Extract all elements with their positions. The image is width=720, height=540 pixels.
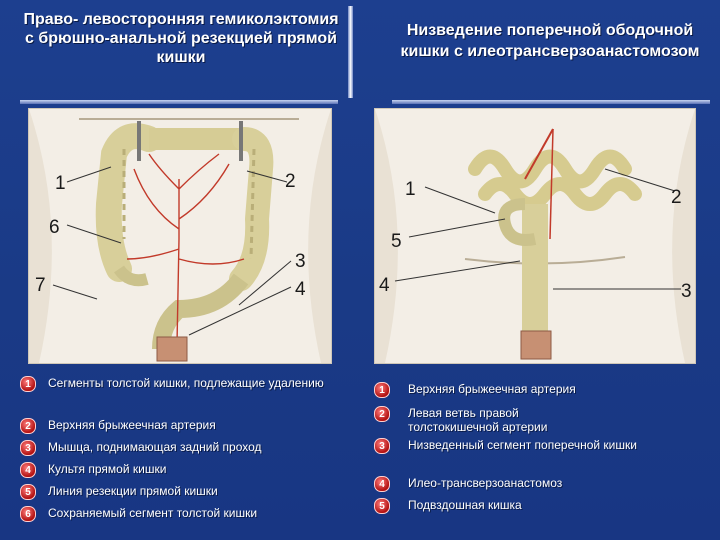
right-legend-item	[374, 476, 668, 492]
legend-text: Мышца, поднимающая задний проход	[48, 440, 262, 454]
right-label-5: 5	[391, 231, 402, 252]
right-label-2: 2	[671, 187, 682, 208]
legend-number-badge: 1	[20, 376, 36, 392]
right-label-3: 3	[681, 281, 692, 302]
legend-number-badge: 4	[374, 476, 390, 492]
left-legend	[20, 376, 350, 536]
right-illustration-panel	[374, 108, 696, 364]
legend-text: Левая ветвь правой толстокишечной артерии	[408, 406, 548, 434]
right-legend-item	[374, 406, 608, 434]
legend-number-badge: 2	[20, 418, 36, 434]
right-title-underline	[392, 100, 710, 104]
legend-number-badge: 3	[374, 438, 390, 454]
left-legend-item	[20, 506, 257, 522]
left-legend-item	[20, 440, 262, 456]
left-title: Право- левосторонняя гемиколэктомия с брюшно-анальной резекцией прямой кишки	[23, 11, 339, 66]
legend-text: Подвздошная кишка	[408, 498, 522, 512]
left-label-6: 6	[49, 217, 60, 238]
legend-text: Сохраняемый сегмент толстой кишки	[48, 506, 258, 520]
title-divider	[348, 6, 353, 98]
right-label-1: 1	[405, 179, 416, 200]
left-legend-item	[20, 376, 328, 394]
left-title-underline	[20, 100, 338, 104]
legend-number-badge: 3	[20, 440, 36, 456]
right-legend-item	[374, 382, 688, 398]
legend-text: Культя прямой кишки	[48, 462, 167, 476]
legend-number-badge: 2	[374, 406, 390, 422]
legend-text: Верхняя брыжеечная артерия	[408, 382, 576, 396]
right-colon-illustration	[375, 109, 695, 363]
legend-text: Низведенный сегмент поперечной кишки	[408, 438, 637, 452]
right-label-4: 4	[379, 275, 390, 296]
right-title: Низведение поперечной ободочной кишки с илеотрансверзоанастомозом	[400, 22, 700, 60]
right-legend-item	[374, 498, 668, 514]
left-label-2: 2	[285, 171, 296, 192]
left-label-3: 3	[295, 251, 306, 272]
legend-number-badge: 5	[374, 498, 390, 514]
left-legend-item	[20, 462, 166, 478]
right-legend-item	[374, 438, 638, 454]
legend-text: Сегменты толстой кишки, подлежащие удалению	[48, 376, 324, 390]
legend-number-badge: 4	[20, 462, 36, 478]
legend-number-badge: 1	[374, 382, 390, 398]
left-legend-item	[20, 484, 218, 500]
left-label-1: 1	[55, 173, 66, 194]
legend-text: Илео-трансверзоанастомоз	[408, 476, 563, 490]
left-legend-item	[20, 418, 216, 434]
right-legend	[374, 382, 704, 532]
legend-text: Линия резекции прямой кишки	[48, 484, 218, 498]
left-label-4: 4	[295, 279, 306, 300]
legend-text: Верхняя брыжеечная артерия	[48, 418, 216, 432]
legend-number-badge: 6	[20, 506, 36, 522]
left-colon-illustration	[29, 109, 331, 363]
legend-number-badge: 5	[20, 484, 36, 500]
left-illustration-panel	[28, 108, 332, 364]
left-label-7: 7	[35, 275, 46, 296]
